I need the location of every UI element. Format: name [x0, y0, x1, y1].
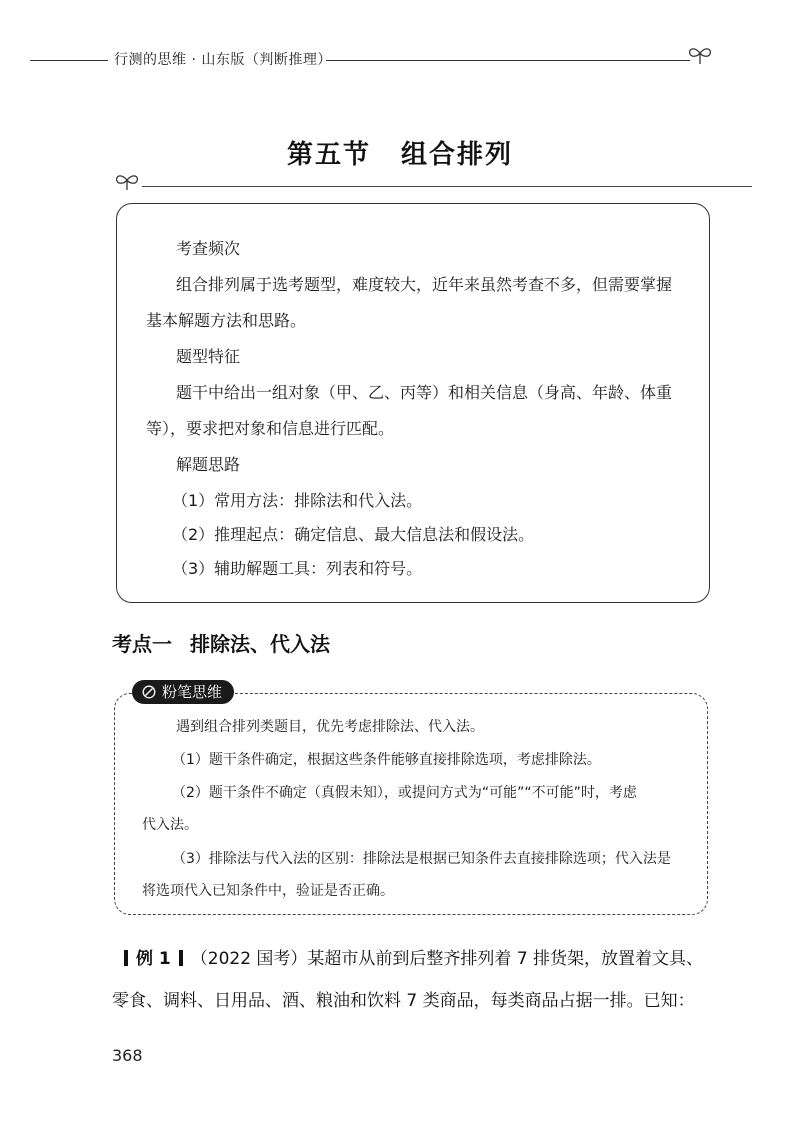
example-line	[116, 944, 703, 969]
kaodian-label: 考点一	[112, 632, 172, 656]
example-label: 例 1	[136, 949, 171, 969]
fenbi-text: 遇到组合排列类题目，优先考虑排除法、代入法。	[176, 719, 484, 735]
overview-paragraph: 题干中给出一组对象（甲、乙、丙等）和相关信息（身高、年龄、体重	[176, 383, 673, 402]
example-bar-right	[179, 950, 183, 966]
kaodian-heading	[112, 628, 330, 657]
overview-paragraph: 基本解题方法和思路。	[146, 311, 307, 330]
overview-heading-frequency: 考查频次	[176, 239, 241, 258]
section-title	[0, 134, 800, 171]
kaodian-name: 排除法、代入法	[190, 632, 330, 656]
page-number: 368	[112, 1046, 143, 1065]
header-rule-left	[30, 60, 108, 61]
example-text: 零食、调料、日用品、酒、粮油和饮料 7 类商品，每类商品占据一排。已知：	[112, 991, 695, 1011]
sprout-icon	[112, 170, 142, 192]
overview-heading-approach: 解题思路	[176, 455, 241, 474]
header-rule-right	[326, 60, 690, 61]
overview-paragraph: 等），要求把对象和信息进行匹配。	[146, 419, 395, 438]
running-header	[0, 44, 800, 74]
section-name: 组合排列	[401, 140, 514, 170]
example-bar-left	[124, 950, 128, 966]
fenbi-tag	[132, 680, 234, 704]
overview-list-item: （3）辅助解题工具：列表和符号。	[172, 559, 423, 578]
overview-list-item: （2）推理起点：确定信息、最大信息法和假设法。	[172, 525, 535, 544]
overview-paragraph: 组合排列属于选考题型，难度较大，近年来虽然考查不多，但需要掌握	[176, 275, 673, 294]
fenbi-text: （1）题干条件确定，根据这些条件能够直接排除选项，考虑排除法。	[172, 752, 601, 768]
header-title: 行测的思维 · 山东版（判断推理）	[114, 52, 332, 68]
compass-icon	[142, 685, 156, 699]
title-rule	[142, 186, 752, 187]
fenbi-text: 代入法。	[142, 817, 198, 833]
fenbi-tag-label: 粉笔思维	[162, 683, 223, 701]
sprout-icon	[686, 44, 714, 66]
section-number: 第五节	[286, 140, 371, 170]
fenbi-text: 将选项代入已知条件中，验证是否正确。	[142, 883, 394, 899]
overview-list-item: （1）常用方法：排除法和代入法。	[172, 491, 423, 510]
fenbi-text: （2）题干条件不确定（真假未知），或提问方式为“可能”“不可能”时，考虑	[172, 785, 637, 801]
example-text: （2022 国考）某超市从前到后整齐排列着 7 排货架，放置着文具、	[190, 949, 704, 969]
overview-heading-features: 题型特征	[176, 347, 241, 366]
fenbi-text: （3）排除法与代入法的区别：排除法是根据已知条件去直接排除选项；代入法是	[172, 851, 671, 867]
